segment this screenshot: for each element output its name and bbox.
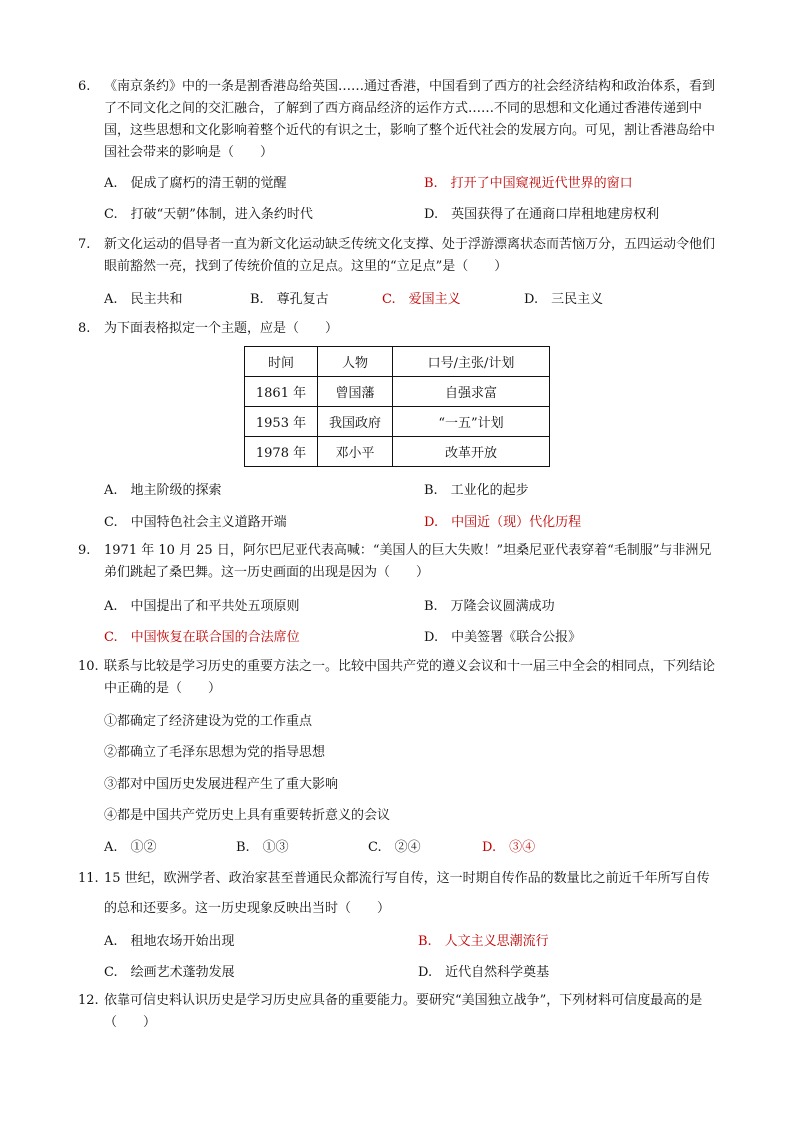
option-c[interactable]: C. 绘画艺术蓬勃发展 (104, 965, 235, 980)
option-b[interactable]: B. 尊孔复古 (250, 292, 329, 307)
question-8 (78, 318, 718, 340)
table-cell: 1978 年 (245, 437, 318, 467)
table-header-cell: 人物 (318, 347, 393, 377)
table-header-row (245, 347, 550, 377)
option-d[interactable]: D. 近代自然科学奠基 (418, 965, 550, 980)
question-number: 8. (78, 321, 91, 336)
table-cell: 曾国藩 (318, 377, 393, 407)
option-d[interactable]: D. 三民主义 (524, 292, 604, 307)
statement-3: ③都对中国历史发展进程产生了重大影响 (104, 777, 339, 792)
table-row (245, 437, 550, 467)
option-d[interactable]: D. 中国近（现）代化历程 (424, 515, 582, 530)
table-row (245, 407, 550, 437)
options-6-row2 (104, 203, 724, 223)
option-a[interactable]: A. 促成了腐朽的清王朝的觉醒 (104, 176, 287, 191)
option-c[interactable]: C. 中国特色社会主义道路开端 (104, 515, 287, 530)
question-text: 为下面表格拟定一个主题，应是（ ） (104, 321, 339, 336)
question-text: 新文化运动的倡导者一直为新文化运动缺乏传统文化支撑、处于浮游漂离状态而苦恼万分，五四运动令他们眼前豁然一亮，找到了传统价值的立足点。这里的“立足点”是（ ） (104, 237, 716, 274)
table-header-cell: 时间 (245, 347, 318, 377)
option-c[interactable]: C. 中国恢复在联合国的合法席位 (104, 630, 300, 645)
option-d[interactable]: D. ③④ (482, 840, 536, 855)
options-11 (104, 930, 724, 950)
table-cell: 邓小平 (318, 437, 393, 467)
option-c[interactable]: C. ②④ (368, 840, 421, 855)
table-cell: 1861 年 (245, 377, 318, 407)
question-text: 联系与比较是学习历史的重要方法之一。比较中国共产党的遵义会议和十一届三中全会的相同点，下列结论中正确的是（ ） (104, 659, 716, 696)
table-cell: “一五”计划 (393, 407, 550, 437)
option-a[interactable]: A. 地主阶级的探索 (104, 483, 222, 498)
question-12 (78, 990, 718, 1034)
statement-2: ②都确立了毛泽东思想为党的指导思想 (104, 745, 326, 760)
options-9 (104, 595, 724, 615)
question-number: 7. (78, 237, 91, 252)
table-cell: 自强求富 (393, 377, 550, 407)
statement-4: ④都是中国共产党历史上具有重要转折意义的会议 (104, 808, 391, 823)
question-text: 依靠可信史料认识历史是学习历史应具备的重要能力。要研究“美国独立战争”，下列材料可信度最高的是（ ） (104, 993, 703, 1030)
option-b[interactable]: B. ①③ (236, 840, 289, 855)
question-text: 1971 年 10 月 25 日，阿尔巴尼亚代表高喊：“美国人的巨大失败！”坦桑尼亚代表穿着“毛制服”与非洲兄弟们跳起了桑巴舞。这一历史画面的出现是因为（ ） (104, 543, 712, 580)
option-b[interactable]: B. 工业化的起步 (424, 483, 529, 498)
options-9-row2 (104, 626, 724, 646)
options-7 (104, 288, 724, 308)
table-row (245, 377, 550, 407)
options-8 (104, 479, 724, 499)
question-text: 《南京条约》中的一条是割香港岛给英国……通过香港，中国看到了西方的社会经济结构和政治体系，看到了不同文化之间的交汇融合，了解到了西方商品经济的运作方式……不同的思想和文化通过香港传递到中国，这些思想和文化影响着整个近代的有识之士，影响了整个近代社会的发展方向。可见，割让香港岛给中国社会带来的影响是（ ） (104, 79, 716, 160)
option-b[interactable]: B. 人文主义思潮流行 (418, 934, 549, 949)
question-6 (78, 76, 718, 164)
question-10 (78, 656, 718, 700)
option-d[interactable]: D. 中美签署《联合公报》 (424, 630, 582, 645)
question-number: 6. (78, 79, 91, 94)
options-10 (104, 836, 724, 856)
table-cell: 改革开放 (393, 437, 550, 467)
option-b[interactable]: B. 打开了中国窥视近代世界的窗口 (424, 176, 633, 191)
option-b[interactable]: B. 万隆会议圆满成功 (424, 599, 555, 614)
option-c[interactable]: C. 打破“天朝”体制，进入条约时代 (104, 207, 313, 222)
statement-1: ①都确定了经济建设为党的工作重点 (104, 714, 313, 729)
option-d[interactable]: D. 英国获得了在通商口岸租地建房权利 (424, 207, 660, 222)
question-number: 12. (78, 993, 99, 1008)
options-11-row2 (104, 961, 724, 981)
option-a[interactable]: A. ①② (104, 840, 157, 855)
option-a[interactable]: A. 民主共和 (104, 292, 183, 307)
option-a[interactable]: A. 租地农场开始出现 (104, 934, 235, 949)
question-number: 9. (78, 543, 91, 558)
data-table (244, 346, 550, 467)
table-header-cell: 口号/主张/计划 (393, 347, 550, 377)
question-7 (78, 234, 718, 278)
question-9 (78, 540, 718, 584)
option-c[interactable]: C. 爱国主义 (382, 292, 461, 307)
options-8-row2 (104, 511, 724, 531)
table-cell: 我国政府 (318, 407, 393, 437)
option-a[interactable]: A. 中国提出了和平共处五项原则 (104, 599, 300, 614)
question-number: 10. (78, 659, 99, 674)
table-cell: 1953 年 (245, 407, 318, 437)
options-6 (104, 172, 724, 192)
question-text: 15 世纪，欧洲学者、政治家甚至普通民众都流行写自传，这一时期自传作品的数量比之前近千年所写自传的总和还要多。这一历史现象反映出当时（ ） (104, 871, 710, 916)
question-11 (78, 864, 718, 924)
question-number: 11. (78, 871, 99, 886)
